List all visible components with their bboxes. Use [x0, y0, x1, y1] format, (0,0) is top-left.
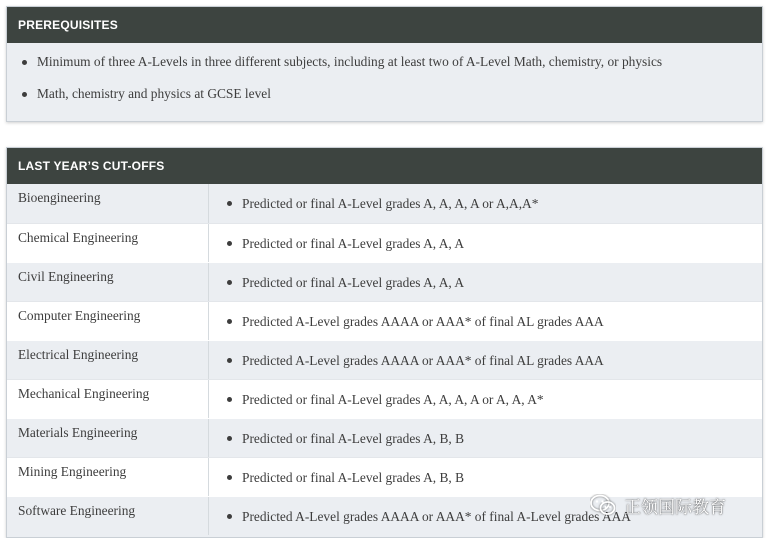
- program-name: Mining Engineering: [7, 458, 209, 496]
- requirement-cell: [209, 458, 762, 496]
- cutoffs-table: [7, 184, 762, 535]
- bullet-icon: [227, 475, 232, 480]
- requirement-cell: [209, 341, 762, 379]
- cutoffs-heading: LAST YEAR’S CUT-OFFS: [7, 148, 762, 184]
- program-name: Civil Engineering: [7, 263, 209, 301]
- bullet-icon: [227, 514, 232, 519]
- bullet-icon: [227, 241, 232, 246]
- program-name: Chemical Engineering: [7, 224, 209, 262]
- cutoffs-panel: [6, 147, 763, 538]
- watermark-text: 正领国际教育: [624, 497, 726, 518]
- program-name: Mechanical Engineering: [7, 380, 209, 418]
- list-item: [7, 83, 762, 105]
- prerequisites-heading: PREREQUISITES: [7, 7, 762, 43]
- program-name: Electrical Engineering: [7, 341, 209, 379]
- table-row: [7, 457, 762, 496]
- requirement-text: Predicted or final A-Level grades A, A, A, A or A, A, A*: [242, 392, 544, 407]
- program-name: Bioengineering: [7, 184, 209, 223]
- requirement-cell: [209, 380, 762, 418]
- bullet-icon: [22, 92, 27, 97]
- table-row: [7, 379, 762, 418]
- requirement-cell: [209, 419, 762, 457]
- requirement-text: Predicted A-Level grades AAAA or AAA* of final AL grades AAA: [242, 314, 604, 329]
- prerequisites-panel: [6, 6, 763, 122]
- table-row: [7, 418, 762, 457]
- requirement-text: Predicted A-Level grades AAAA or AAA* of final A-Level grades AAA: [242, 509, 631, 524]
- table-row: [7, 301, 762, 340]
- bullet-icon: [227, 397, 232, 402]
- requirement-cell: [209, 263, 762, 301]
- table-row: [7, 223, 762, 262]
- program-name: Materials Engineering: [7, 419, 209, 457]
- prerequisite-text: Math, chemistry and physics at GCSE level: [37, 86, 271, 101]
- requirement-text: Predicted or final A-Level grades A, A, A: [242, 236, 465, 251]
- requirement-cell: [209, 497, 762, 535]
- list-item: [7, 51, 762, 73]
- bullet-icon: [227, 436, 232, 441]
- requirement-text: Predicted or final A-Level grades A, A, A: [242, 275, 465, 290]
- table-row: [7, 496, 762, 535]
- table-row: [7, 262, 762, 301]
- requirement-cell: [209, 184, 762, 223]
- bullet-icon: [227, 319, 232, 324]
- requirement-text: Predicted or final A-Level grades A, B, B: [242, 431, 465, 446]
- requirement-text: Predicted or final A-Level grades A, A, A, A or A,A,A*: [242, 196, 539, 211]
- bullet-icon: [227, 358, 232, 363]
- program-name: Computer Engineering: [7, 302, 209, 340]
- table-row: [7, 184, 762, 223]
- prerequisite-text: Minimum of three A-Levels in three different subjects, including at least two of A-Level Math, chemistry, or physics: [37, 54, 663, 69]
- bullet-icon: [227, 280, 232, 285]
- requirement-text: Predicted or final A-Level grades A, B, B: [242, 470, 465, 485]
- program-name: Software Engineering: [7, 497, 209, 535]
- requirement-text: Predicted A-Level grades AAAA or AAA* of final AL grades AAA: [242, 353, 604, 368]
- bullet-icon: [227, 201, 232, 206]
- prerequisites-list: [7, 51, 762, 105]
- bullet-icon: [22, 60, 27, 65]
- table-row: [7, 340, 762, 379]
- requirement-cell: [209, 302, 762, 340]
- requirement-cell: [209, 224, 762, 262]
